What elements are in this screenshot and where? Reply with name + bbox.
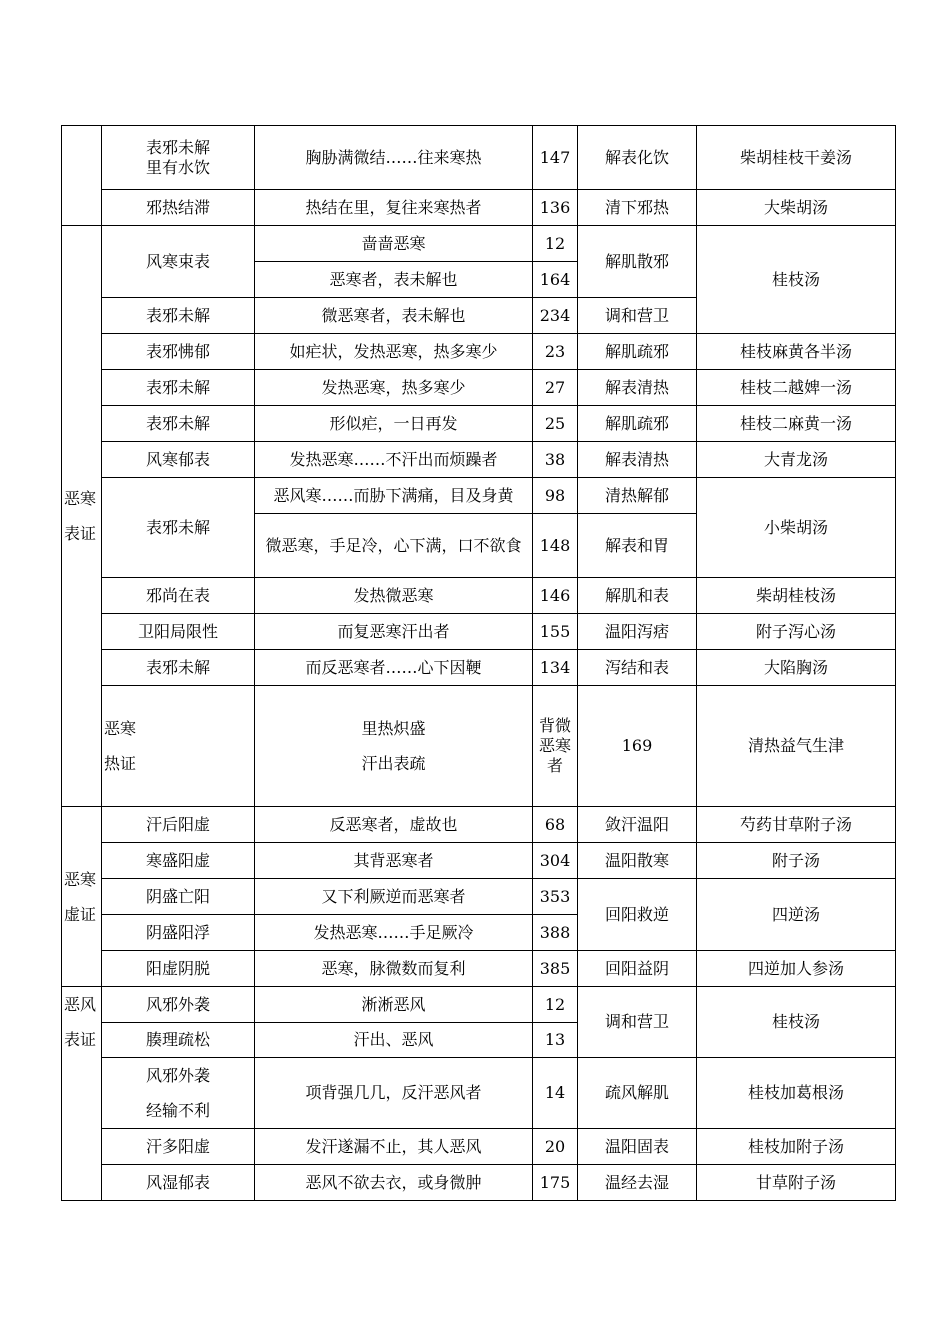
formula-cell: 柴胡桂枝干姜汤: [697, 126, 896, 190]
symptom-cell: 恶寒者，表未解也: [255, 262, 533, 298]
method-cell: 解肌散邪: [578, 226, 697, 298]
method-cell: 解肌疏邪: [578, 406, 697, 442]
symptom-cell: 发热恶寒，热多寒少: [255, 370, 533, 406]
pathology-cell: [102, 1058, 255, 1129]
symptom-cell: 其背恶寒者: [255, 843, 533, 879]
pathology-line: 汗出表疏: [361, 754, 426, 773]
pathology-cell: 阴盛亡阳: [102, 879, 255, 915]
group-cell: [62, 226, 102, 807]
table-row: [62, 807, 896, 843]
formula-cell: 柴胡桂枝汤: [697, 578, 896, 614]
symptom-cell: 汗出、恶风: [255, 1023, 533, 1058]
pathology-cell: 表邪未解: [102, 298, 255, 334]
pathology-cell: 汗多阳虚: [102, 1129, 255, 1165]
formula-cell: 桂枝汤: [697, 987, 896, 1058]
pathology-cell: 汗后阳虚: [102, 807, 255, 843]
group-label-line: 热证: [104, 754, 137, 773]
clause-number-cell: 25: [533, 406, 578, 442]
symptom-cell: 发热微恶寒: [255, 578, 533, 614]
pathology-cell: 风寒束表: [102, 226, 255, 298]
table-row: [62, 578, 896, 614]
clause-number-cell: 353: [533, 879, 578, 915]
clause-number-cell: 20: [533, 1129, 578, 1165]
pathology-cell: 表邪未解: [102, 478, 255, 578]
method-cell: 温经去湿: [578, 1165, 697, 1201]
pathology-cell: [102, 126, 255, 190]
group-cell-empty: [62, 126, 102, 226]
clause-number-cell: 234: [533, 298, 578, 334]
clause-number-cell: 23: [533, 334, 578, 370]
symptom-cell: 发热恶寒……手足厥冷: [255, 915, 533, 951]
symptom-cell: 而复恶寒汗出者: [255, 614, 533, 650]
symptom-cell: 恶寒，脉微数而复利: [255, 951, 533, 987]
clause-number-cell: 164: [533, 262, 578, 298]
method-cell: 解表化饮: [578, 126, 697, 190]
method-cell: 解表和胃: [578, 514, 697, 578]
group-label-line: 恶寒: [64, 869, 97, 889]
pathology-line: 里热炽盛: [361, 719, 426, 738]
pathology-cell: 表邪未解: [102, 650, 255, 686]
pathology-cell: 表邪怫郁: [102, 334, 255, 370]
formula-cell: 桂枝二麻黄一汤: [697, 406, 896, 442]
table-row: [62, 686, 896, 807]
pathology-cell: 邪尚在表: [102, 578, 255, 614]
clause-number-cell: 134: [533, 650, 578, 686]
method-cell: 敛汗温阳: [578, 807, 697, 843]
group-label-line: 表证: [64, 1030, 97, 1049]
clause-number-cell: 146: [533, 578, 578, 614]
group-cell: [62, 807, 102, 987]
table-row: [62, 879, 896, 915]
symptom-cell: 淅淅恶风: [255, 987, 533, 1023]
clause-number-cell: 136: [533, 190, 578, 226]
symptom-cell: 啬啬恶寒: [255, 226, 533, 262]
method-cell: 泻结和表: [578, 650, 697, 686]
table-row: [62, 370, 896, 406]
table-row: [62, 987, 896, 1023]
table-row: [62, 226, 896, 262]
clause-number-cell: 169: [578, 686, 697, 807]
clause-number-cell: 27: [533, 370, 578, 406]
table-row: [62, 614, 896, 650]
clause-number-cell: 304: [533, 843, 578, 879]
formula-cell: 小柴胡汤: [697, 478, 896, 578]
method-cell: 调和营卫: [578, 298, 697, 334]
formula-cell: 桂枝二越婢一汤: [697, 370, 896, 406]
pathology-line: 经输不利: [145, 1101, 210, 1120]
clause-number-cell: 12: [533, 987, 578, 1023]
symptom-cell: 而反恶寒者……心下因鞕: [255, 650, 533, 686]
method-cell: 清热解郁: [578, 478, 697, 514]
pathology-cell: 表邪未解: [102, 406, 255, 442]
formula-cell: 大柴胡汤: [697, 190, 896, 226]
pathology-line: 里有水饮: [145, 157, 210, 177]
pathology-cell: [255, 686, 533, 807]
method-cell: 疏风解肌: [578, 1058, 697, 1129]
group-label-line: 虚证: [64, 904, 97, 924]
pathology-cell: 风寒郁表: [102, 442, 255, 478]
symptom-cell: 微恶寒，手足冷，心下满，口不欲食: [255, 514, 533, 578]
method-cell: 解肌和表: [578, 578, 697, 614]
method-cell: 回阳救逆: [578, 879, 697, 951]
formula-cell: 桂枝汤: [697, 226, 896, 334]
formula-cell: 桂枝加附子汤: [697, 1129, 896, 1165]
clause-number-cell: 98: [533, 478, 578, 514]
clause-number-cell: 388: [533, 915, 578, 951]
group-label-line: 恶寒: [64, 489, 97, 508]
method-cell: 解表清热: [578, 442, 697, 478]
method-cell: 温阳散寒: [578, 843, 697, 879]
pathology-cell: 卫阳局限性: [102, 614, 255, 650]
group-label-line: 表证: [64, 524, 97, 543]
symptom-cell: 项背强几几，反汗恶风者: [255, 1058, 533, 1129]
clause-number-cell: 385: [533, 951, 578, 987]
clause-number-cell: 38: [533, 442, 578, 478]
symptom-cell: 恶风不欲去衣，或身微肿: [255, 1165, 533, 1201]
symptom-cell: 胸胁满微结……往来寒热: [255, 126, 533, 190]
method-cell: 清热益气生津: [697, 686, 896, 807]
table-row: [62, 1058, 896, 1129]
clause-number-cell: 68: [533, 807, 578, 843]
table-row: [62, 406, 896, 442]
clause-number-cell: 147: [533, 126, 578, 190]
table-row: [62, 442, 896, 478]
formula-cell: 附子泻心汤: [697, 614, 896, 650]
table-row: [62, 1129, 896, 1165]
group-label-line: 恶寒: [104, 719, 137, 738]
pathology-cell: 阴盛阳浮: [102, 915, 255, 951]
pathology-cell: 风湿郁表: [102, 1165, 255, 1201]
formula-cell: 桂枝麻黄各半汤: [697, 334, 896, 370]
formula-cell: 大陷胸汤: [697, 650, 896, 686]
pathology-cell: 表邪未解: [102, 370, 255, 406]
formula-cell: 桂枝加葛根汤: [697, 1058, 896, 1129]
symptom-cell: 发汗遂漏不止，其人恶风: [255, 1129, 533, 1165]
method-cell: 回阳益阴: [578, 951, 697, 987]
pathology-cell: 风邪外袭: [102, 987, 255, 1023]
pathology-line: 风邪外袭: [145, 1066, 210, 1085]
symptom-cell: 背微恶寒者: [533, 686, 578, 807]
method-cell: 清下邪热: [578, 190, 697, 226]
table-row: [62, 190, 896, 226]
clause-number-cell: 12: [533, 226, 578, 262]
symptom-cell: 恶风寒……而胁下满痛，目及身黄: [255, 478, 533, 514]
pathology-cell: 寒盛阳虚: [102, 843, 255, 879]
method-cell: 解表清热: [578, 370, 697, 406]
table-row: [62, 1165, 896, 1201]
table-row: [62, 951, 896, 987]
formula-cell: 甘草附子汤: [697, 1165, 896, 1201]
symptom-cell: 反恶寒者，虚故也: [255, 807, 533, 843]
table-row: [62, 843, 896, 879]
pathology-cell: 腠理疏松: [102, 1023, 255, 1058]
pathology-cell: 邪热结滞: [102, 190, 255, 226]
method-cell: 温阳泻痞: [578, 614, 697, 650]
group-label-line: 恶风: [64, 995, 97, 1014]
symptom-cell: 微恶寒者，表未解也: [255, 298, 533, 334]
clause-number-cell: 175: [533, 1165, 578, 1201]
pathology-line: 表邪未解: [145, 137, 210, 157]
clause-number-cell: 13: [533, 1023, 578, 1058]
clause-number-cell: 148: [533, 514, 578, 578]
symptom-cell: 发热恶寒……不汗出而烦躁者: [255, 442, 533, 478]
symptom-cell: 又下利厥逆而恶寒者: [255, 879, 533, 915]
formula-cell: 四逆汤: [697, 879, 896, 951]
formula-cell: 芍药甘草附子汤: [697, 807, 896, 843]
formula-cell: 大青龙汤: [697, 442, 896, 478]
method-cell: 解肌疏邪: [578, 334, 697, 370]
group-cell: [62, 987, 102, 1201]
method-cell: 调和营卫: [578, 987, 697, 1058]
clause-number-cell: 155: [533, 614, 578, 650]
table-row: [62, 334, 896, 370]
symptom-cell: 如疟状，发热恶寒，热多寒少: [255, 334, 533, 370]
formula-cell: 四逆加人参汤: [697, 951, 896, 987]
symptom-cell: 形似疟，一日再发: [255, 406, 533, 442]
group-cell: [102, 686, 255, 807]
syndrome-table: [61, 125, 896, 1201]
symptom-cell: 热结在里，复往来寒热者: [255, 190, 533, 226]
table-row: [62, 126, 896, 190]
table-row: [62, 650, 896, 686]
table-row: [62, 478, 896, 514]
clause-number-cell: 14: [533, 1058, 578, 1129]
method-cell: 温阳固表: [578, 1129, 697, 1165]
formula-cell: 附子汤: [697, 843, 896, 879]
pathology-cell: 阳虚阴脱: [102, 951, 255, 987]
